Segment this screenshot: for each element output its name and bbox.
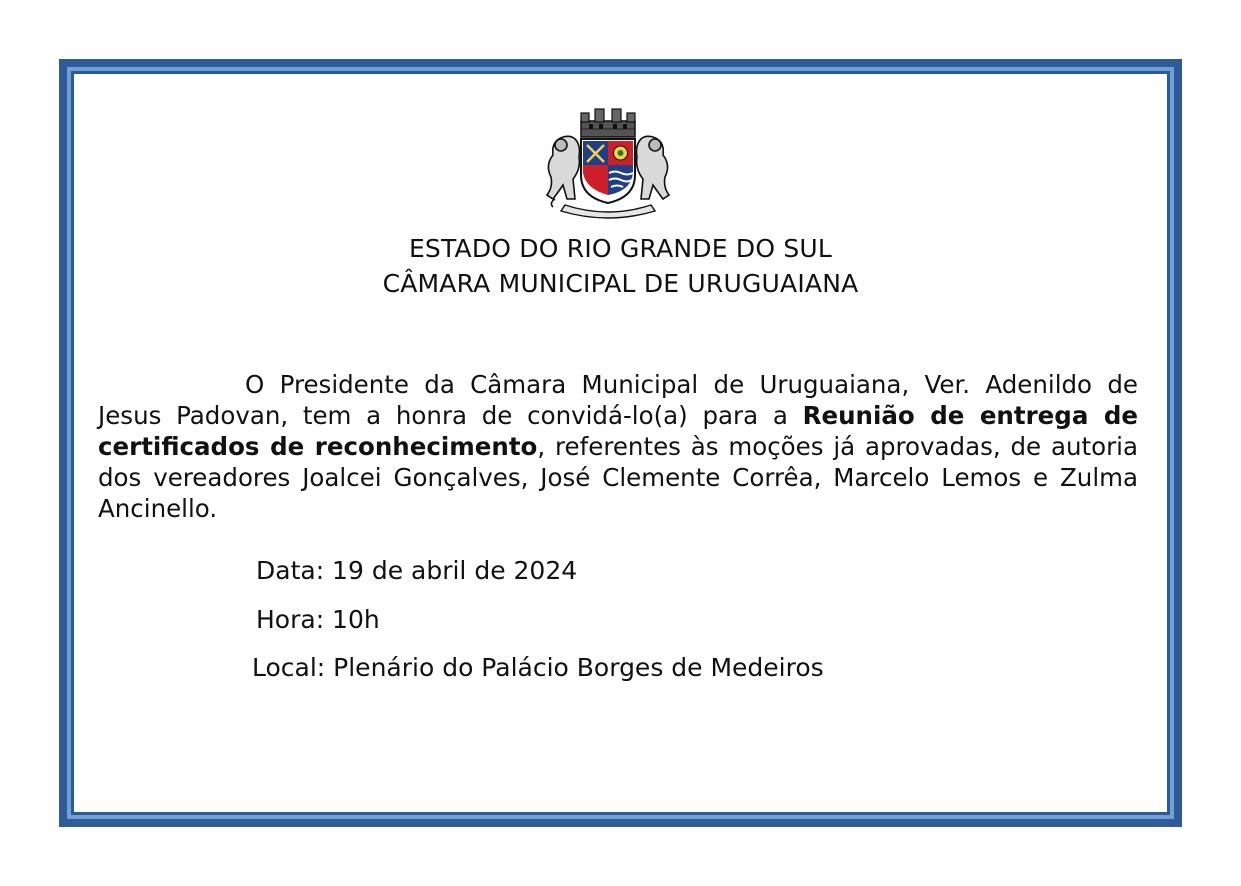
lion-left-icon xyxy=(547,136,580,207)
event-name: Reunião de entrega de certificados de reconhecimento xyxy=(98,401,1138,461)
chamber-title: CÂMARA MUNICIPAL DE URUGUAIANA xyxy=(382,269,859,298)
invitation-text-end: , referentes às moções já aprovadas, de autoria dos vereadores Joalcei Gonçalves, José Clemente Corrêa, Marcelo Lemos e Zulma Ancinello. xyxy=(98,432,1138,523)
crown-icon xyxy=(581,109,635,137)
coat-of-arms-icon xyxy=(543,107,673,219)
event-location: Local: Plenário do Palácio Borges de Medeiros xyxy=(252,653,824,682)
invitation-text-start: O Presidente da Câmara Municipal de Uruguaiana, Ver. Adenildo de Jesus Padovan, tem a honra de convidá-lo(a) para a xyxy=(98,370,1138,430)
shield-icon xyxy=(581,139,635,203)
event-date: Data: 19 de abril de 2024 xyxy=(256,556,578,585)
invitation-paragraph xyxy=(98,369,1138,524)
event-time: Hora: 10h xyxy=(256,605,380,634)
state-title: ESTADO DO RIO GRANDE DO SUL xyxy=(408,234,833,263)
ribbon-icon xyxy=(561,205,655,218)
lion-right-icon xyxy=(637,136,670,199)
